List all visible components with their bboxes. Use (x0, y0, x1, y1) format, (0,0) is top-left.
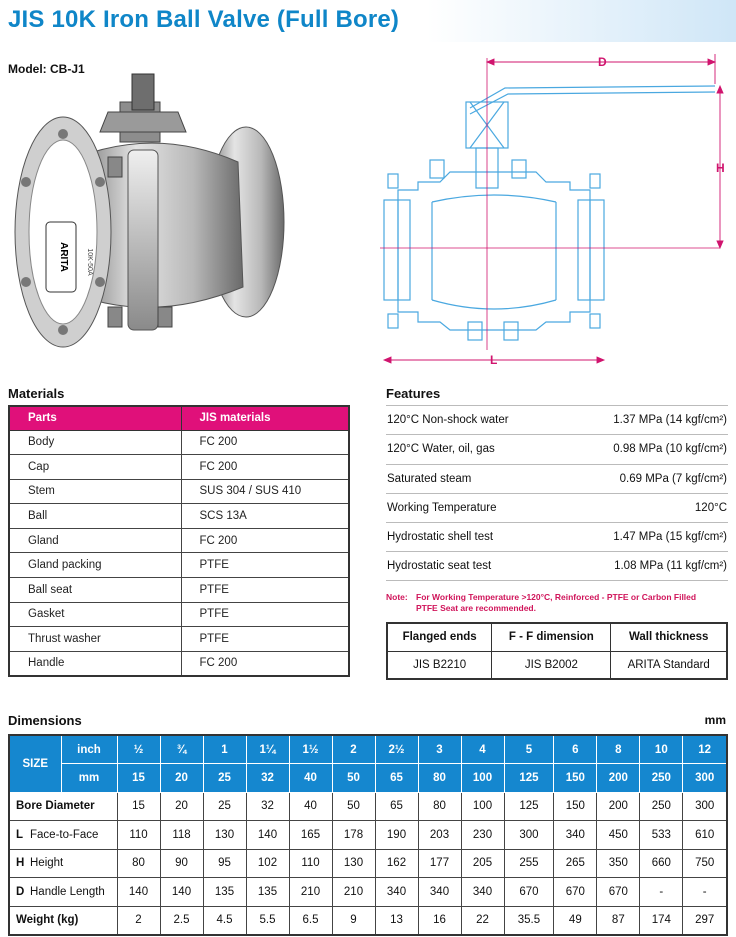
size-mm-cell: 40 (289, 764, 332, 793)
size-mm-cell: 200 (597, 764, 640, 793)
dimension-value: 610 (683, 821, 727, 850)
feature-label: 120°C Non-shock water (387, 414, 509, 427)
dimension-value: 297 (683, 906, 727, 935)
size-inch-cell: 6 (554, 735, 597, 764)
dimension-value: - (683, 878, 727, 907)
materials-row (9, 504, 349, 529)
material-part: Gland (9, 528, 181, 553)
size-inch-cell: 3 (418, 735, 461, 764)
dimension-row (9, 906, 727, 935)
material-value: FC 200 (181, 455, 349, 480)
dimension-label: Face-to-Face (30, 828, 99, 841)
standards-table (386, 622, 728, 680)
size-inch-cell: 1 (203, 735, 246, 764)
page-title: JIS 10K Iron Ball Valve (Full Bore) (8, 6, 400, 33)
size-inch-cell: 4 (461, 735, 504, 764)
dimension-value: 40 (289, 792, 332, 821)
dimension-value: 200 (597, 792, 640, 821)
size-inch-cell: 2 (332, 735, 375, 764)
dimension-value: 174 (640, 906, 683, 935)
dimension-value: - (640, 878, 683, 907)
dimension-value: 670 (504, 878, 554, 907)
feature-value: 1.47 MPa (15 kgf/cm²) (613, 531, 727, 544)
note-line-1: For Working Temperature >120°C, Reinforced - PTFE or Carbon Filled (416, 592, 697, 602)
dimension-value: 130 (332, 849, 375, 878)
dimensions-heading: Dimensions (8, 713, 82, 728)
dimension-value: 670 (597, 878, 640, 907)
feature-label: Saturated steam (387, 472, 472, 485)
material-value: SUS 304 / SUS 410 (181, 479, 349, 504)
dimension-value: 340 (375, 878, 418, 907)
feature-value: 1.37 MPa (14 kgf/cm²) (613, 414, 727, 427)
dimension-value: 250 (640, 792, 683, 821)
dimension-value: 110 (289, 849, 332, 878)
dimension-value: 4.5 (203, 906, 246, 935)
brand-text: ARITA (58, 242, 69, 272)
dimension-label: Height (30, 857, 64, 870)
dimension-value: 660 (640, 849, 683, 878)
size-mm-cell: 80 (418, 764, 461, 793)
material-part: Ball (9, 504, 181, 529)
dimension-row-label (9, 849, 117, 878)
dimension-value: 265 (554, 849, 597, 878)
dimension-value: 177 (418, 849, 461, 878)
dimension-value: 130 (203, 821, 246, 850)
size-inch-cell: ¾ (160, 735, 203, 764)
feature-row (386, 551, 728, 580)
std-header-ff: F - F dimension (492, 623, 611, 651)
material-part: Gland packing (9, 553, 181, 578)
dimension-value: 22 (461, 906, 504, 935)
size-mm-cell: 25 (203, 764, 246, 793)
feature-row (386, 434, 728, 463)
size-inch-cell: 5 (504, 735, 554, 764)
dimension-label: Bore Diameter (16, 800, 95, 813)
dimension-value: 230 (461, 821, 504, 850)
materials-heading: Materials (8, 386, 65, 401)
dimension-value: 32 (246, 792, 289, 821)
feature-label: Hydrostatic shell test (387, 531, 494, 544)
dimension-key: L (16, 828, 24, 841)
size-mm-cell: 250 (640, 764, 683, 793)
size-mm-cell: 32 (246, 764, 289, 793)
inch-header: inch (61, 735, 117, 764)
dimension-value: 87 (597, 906, 640, 935)
feature-row (386, 464, 728, 493)
materials-row (9, 479, 349, 504)
material-part: Body (9, 430, 181, 455)
material-value: PTFE (181, 602, 349, 627)
dim-d-label: D (598, 55, 607, 69)
size-inch-cell: 10 (640, 735, 683, 764)
dimension-value: 49 (554, 906, 597, 935)
dimension-label: Handle Length (30, 885, 105, 898)
material-value: FC 200 (181, 430, 349, 455)
material-value: SCS 13A (181, 504, 349, 529)
dimension-key: D (16, 885, 25, 898)
dimension-value: 80 (117, 849, 160, 878)
feature-value: 1.08 MPa (11 kgf/cm²) (614, 560, 727, 573)
dimension-value: 15 (117, 792, 160, 821)
dimension-value: 340 (461, 878, 504, 907)
size-inch-cell: 1¼ (246, 735, 289, 764)
material-value: PTFE (181, 578, 349, 603)
dimension-row (9, 849, 727, 878)
size-inch-cell: 8 (597, 735, 640, 764)
materials-row (9, 602, 349, 627)
dimension-row (9, 821, 727, 850)
materials-row (9, 553, 349, 578)
materials-table (8, 405, 350, 677)
dimension-value: 5.5 (246, 906, 289, 935)
rating-text: 10K-50A (86, 248, 93, 276)
dimension-value: 210 (289, 878, 332, 907)
size-mm-cell: 125 (504, 764, 554, 793)
dimension-value: 135 (246, 878, 289, 907)
size-inch-cell: 1½ (289, 735, 332, 764)
dimension-value: 750 (683, 849, 727, 878)
dimension-value: 533 (640, 821, 683, 850)
dimension-value: 203 (418, 821, 461, 850)
size-inch-cell: ½ (117, 735, 160, 764)
material-part: Stem (9, 479, 181, 504)
dimension-value: 300 (683, 792, 727, 821)
dimension-value: 35.5 (504, 906, 554, 935)
dimension-value: 13 (375, 906, 418, 935)
materials-row (9, 528, 349, 553)
materials-col-jis: JIS materials (181, 406, 349, 430)
dimension-value: 140 (246, 821, 289, 850)
dimensions-unit: mm (704, 713, 726, 727)
dimension-value: 190 (375, 821, 418, 850)
dimension-value: 90 (160, 849, 203, 878)
size-mm-cell: 300 (683, 764, 727, 793)
dimension-value: 670 (554, 878, 597, 907)
dimension-value: 210 (332, 878, 375, 907)
note-line-2: PTFE Seat are recommended. (416, 603, 536, 613)
material-part: Gasket (9, 602, 181, 627)
model-label: Model: CB-J1 (8, 62, 85, 76)
dimension-value: 110 (117, 821, 160, 850)
size-mm-cell: 20 (160, 764, 203, 793)
dimension-value: 450 (597, 821, 640, 850)
dimension-value: 340 (418, 878, 461, 907)
materials-body (9, 430, 349, 676)
dimension-row-label (9, 878, 117, 907)
dimension-value: 140 (117, 878, 160, 907)
size-mm-cell: 150 (554, 764, 597, 793)
dimension-value: 118 (160, 821, 203, 850)
materials-row (9, 627, 349, 652)
feature-row (386, 493, 728, 522)
dimension-value: 65 (375, 792, 418, 821)
dimension-value: 300 (504, 821, 554, 850)
dimension-value: 178 (332, 821, 375, 850)
dimension-value: 50 (332, 792, 375, 821)
dimension-label: Weight (kg) (16, 914, 79, 926)
dimension-row-label (9, 792, 117, 821)
feature-label: Working Temperature (387, 502, 497, 515)
features-note (386, 592, 732, 614)
materials-row (9, 651, 349, 676)
dimension-value: 340 (554, 821, 597, 850)
valve-drawing (370, 50, 732, 370)
feature-row (386, 522, 728, 551)
std-value-ff: JIS B2002 (492, 651, 611, 679)
feature-value: 120°C (694, 502, 727, 515)
dimension-value: 100 (461, 792, 504, 821)
dimension-value: 80 (418, 792, 461, 821)
dimensions-body (9, 792, 727, 935)
dimension-value: 95 (203, 849, 246, 878)
std-value-flanged: JIS B2210 (387, 651, 492, 679)
dimension-value: 255 (504, 849, 554, 878)
dimension-value: 165 (289, 821, 332, 850)
feature-label: 120°C Water, oil, gas (387, 443, 495, 456)
dimension-value: 102 (246, 849, 289, 878)
material-value: PTFE (181, 553, 349, 578)
materials-row (9, 455, 349, 480)
dimension-value: 16 (418, 906, 461, 935)
dimension-value: 140 (160, 878, 203, 907)
dimension-value: 205 (461, 849, 504, 878)
feature-value: 0.98 MPa (10 kgf/cm²) (613, 443, 727, 456)
size-inch-cell: 12 (683, 735, 727, 764)
material-part: Handle (9, 651, 181, 676)
size-mm-cell: 65 (375, 764, 418, 793)
dimensions-table (8, 734, 728, 936)
dimension-row-label (9, 906, 117, 935)
feature-label: Hydrostatic seat test (387, 560, 492, 573)
dimension-value: 6.5 (289, 906, 332, 935)
std-header-flanged: Flanged ends (387, 623, 492, 651)
dimension-value: 9 (332, 906, 375, 935)
dimension-value: 150 (554, 792, 597, 821)
material-part: Ball seat (9, 578, 181, 603)
materials-row (9, 578, 349, 603)
size-mm-cell: 15 (117, 764, 160, 793)
material-part: Thrust washer (9, 627, 181, 652)
valve-photo (8, 72, 300, 372)
feature-row (386, 405, 728, 434)
size-header: SIZE (9, 735, 61, 792)
size-inch-cell: 2½ (375, 735, 418, 764)
mm-header: mm (61, 764, 117, 793)
dim-h-label: H (716, 161, 725, 175)
feature-value: 0.69 MPa (7 kgf/cm²) (619, 472, 727, 485)
dimension-value: 20 (160, 792, 203, 821)
dimension-value: 350 (597, 849, 640, 878)
material-value: FC 200 (181, 528, 349, 553)
size-mm-cell: 100 (461, 764, 504, 793)
dimension-value: 162 (375, 849, 418, 878)
dimension-value: 2 (117, 906, 160, 935)
std-header-wall: Wall thickness (611, 623, 727, 651)
dim-l-label: L (490, 353, 498, 367)
materials-row (9, 430, 349, 455)
dimension-value: 25 (203, 792, 246, 821)
dimension-row (9, 792, 727, 821)
note-label: Note: (386, 592, 408, 602)
material-value: PTFE (181, 627, 349, 652)
dimension-row (9, 878, 727, 907)
dimension-value: 2.5 (160, 906, 203, 935)
std-value-wall: ARITA Standard (611, 651, 727, 679)
dimension-row-label (9, 821, 117, 850)
material-value: FC 200 (181, 651, 349, 676)
dimension-value: 125 (504, 792, 554, 821)
size-mm-cell: 50 (332, 764, 375, 793)
material-part: Cap (9, 455, 181, 480)
materials-col-parts: Parts (9, 406, 181, 430)
features-heading: Features (386, 386, 441, 401)
dimension-value: 135 (203, 878, 246, 907)
features-list (386, 405, 728, 581)
dimension-key: H (16, 857, 25, 870)
